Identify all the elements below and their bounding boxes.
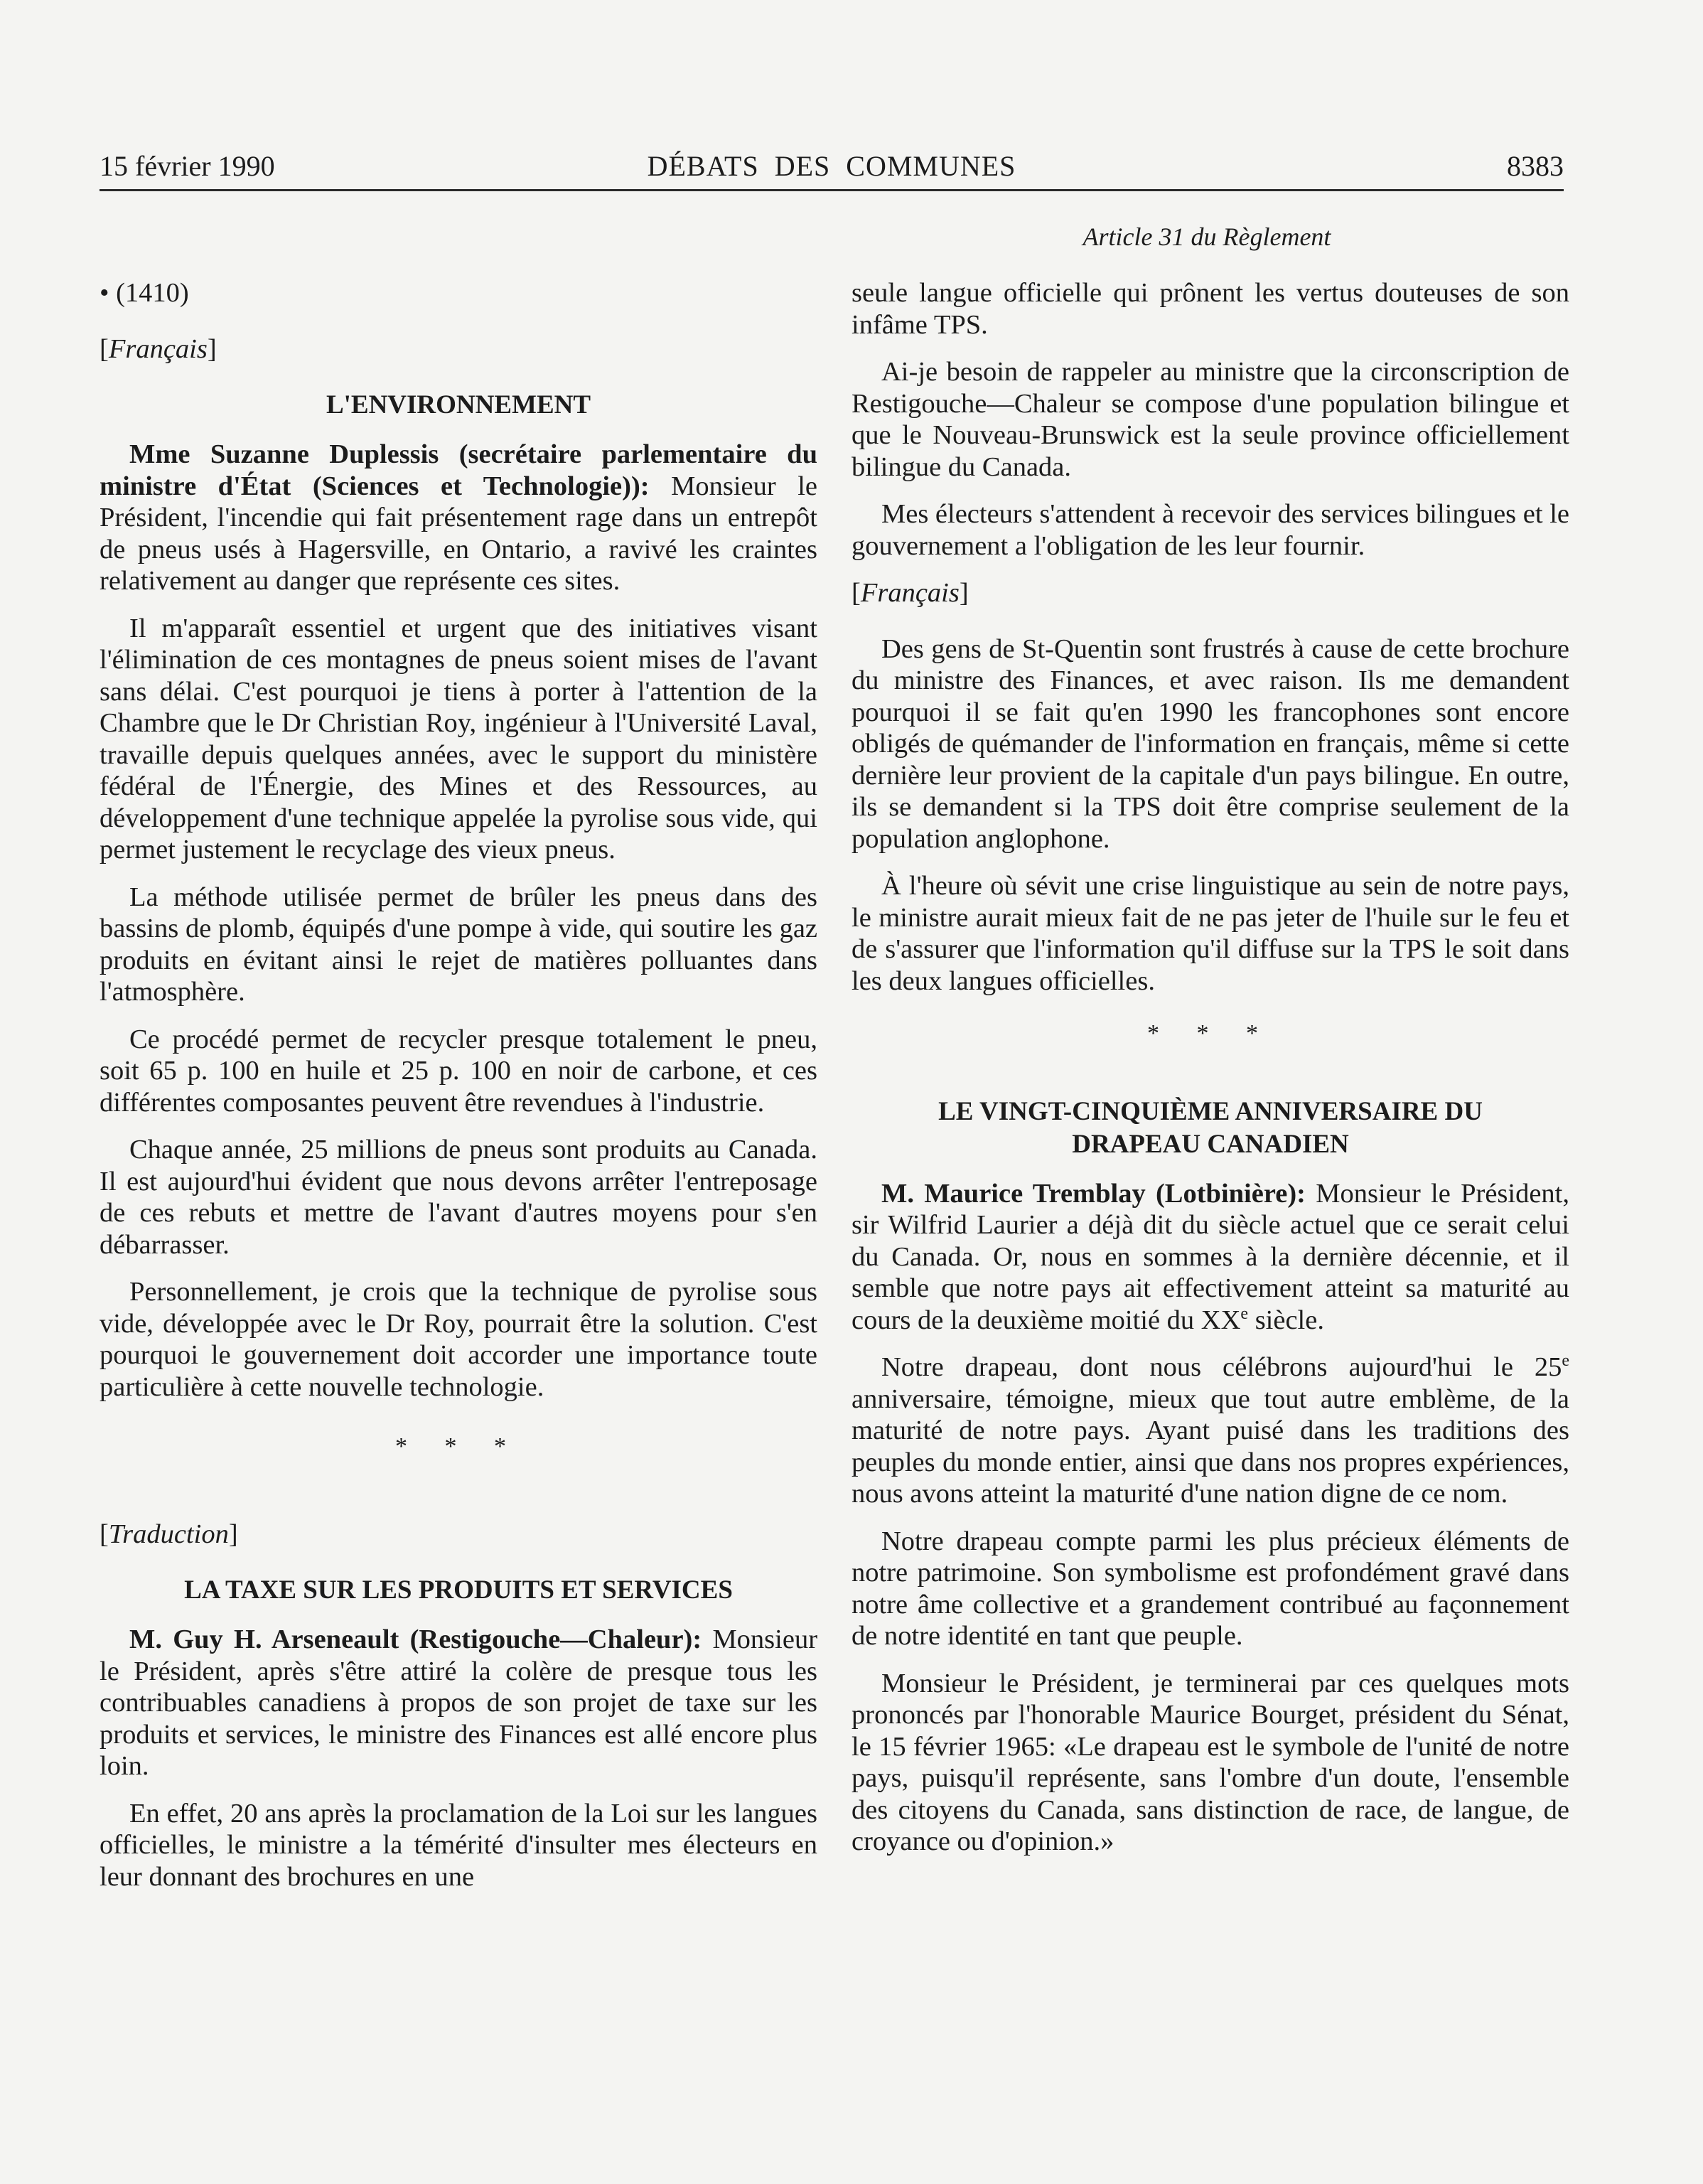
language-label: Français <box>860 578 960 608</box>
speech-text: anniversaire, témoigne, mieux que tout autre emblème, de la maturité de notre pays. Ayant puisé dans les traditions des peuples du monde entier, ainsi que dans nos propres expériences, nous avons atteint la maturité d'une nation digne de ce nom. <box>852 1383 1569 1509</box>
paragraph <box>100 439 817 597</box>
left-column <box>100 277 817 1908</box>
speaker-name: M. Maurice Tremblay (Lotbinière): <box>881 1178 1306 1209</box>
paragraph: Monsieur le Président, je terminerai par ces quelques mots prononcés par l'honorable Maurice Bourget, président du Sénat, le 15 février 1965: «Le drapeau est le symbole de l'unité de notre pays, puisqu'il représente, sans l'ombre d'un doute, l'ensemble des citoyens du Canada, sans distinction de race, de langue, de croyance ou d'opinion.» <box>852 1668 1569 1856</box>
paragraph: Des gens de St-Quentin sont frustrés à cause de cette brochure du ministre des Finances, et avec raison. Ils me demandent pourquoi il se fait qu'en 1990 les francophones sont encore obligés de quémander de l'information en français, même si cette dernière leur provient de la capitale d'un pays bilingue. En outre, ils se demandent si la TPS doit être comprise seulement de la population anglophone. <box>852 633 1569 854</box>
paragraph: Ai-je besoin de rappeler au ministre que la circonscription de Restigouche—Chaleur se compose d'une population bilingue et que le Nouveau-Brunswick est la seule province officiellement bilingue du Canada. <box>852 357 1569 482</box>
paragraph: Personnellement, je crois que la technique de pyrolise sous vide, développée avec le Dr Roy, pourrait être la solution. C'est pourquoi le gouvernement doit accorder une importance toute particulière à cette nouvelle technologie. <box>100 1277 817 1402</box>
paragraph: La méthode utilisée permet de brûler les pneus dans des bassins de plomb, équipés d'une pompe à vide, qui soutire les gaz produits en évitant ainsi le rejet de matières polluantes dans l'atmosphère. <box>100 882 817 1007</box>
page-header <box>100 146 1564 191</box>
section-heading-gst: LA TAXE SUR LES PRODUITS ET SERVICES <box>184 1575 733 1605</box>
paragraph <box>852 1351 1569 1510</box>
century-numeral: XX <box>1200 1305 1241 1335</box>
header-date: 15 février 1990 <box>100 150 275 182</box>
language-marker <box>100 1519 817 1551</box>
paragraph: Ce procédé permet de recycler presque totalement le pneu, soit 65 p. 100 en huile et 25 p. 100 en noir de carbone, et ces différentes composantes peuvent être revendues à l'industrie. <box>100 1024 817 1118</box>
running-head: Article 31 du Règlement <box>1082 223 1331 251</box>
superscript: e <box>1240 1304 1249 1323</box>
paragraph: Notre drapeau compte parmi les plus précieux éléments de notre patrimoine. Son symbolisme est profondément gravé dans notre âme collective et a grandement contribué au façonnement de notre identité en tant que peuple. <box>852 1526 1569 1651</box>
speech-text: Monsieur le Président, sir Wilfrid Laurier a déjà dit du siècle actuel que ce serait celui du Canada. Or, nous en sommes à la dernière décennie, et il semble que notre pays ait effectivement atteint sa maturité au cours de la deuxième moitié du <box>852 1178 1570 1335</box>
speaker-name: M. Guy H. Arseneault (Restigouche—Chaleur): <box>129 1624 702 1654</box>
paragraph <box>100 1624 817 1782</box>
section-heading-flag: LE VINGT-CINQUIÈME ANNIVERSAIRE DU DRAPEAU CANADIEN <box>938 1096 1483 1159</box>
speech-text: Monsieur le Président, l'incendie qui fait présentement rage dans un entrepôt de pneus usés à Hagersville, en Ontario, a ravivé les craintes relativement au danger que représente ces sites. <box>100 471 817 596</box>
page-number: 8383 <box>1507 150 1564 182</box>
header-title: DÉBATS DES COMMUNES <box>647 150 1016 182</box>
section-separator: * * * <box>1147 1020 1274 1046</box>
speaker-name: Mme Suzanne Duplessis (secrétaire parlementaire du ministre d'État (Sciences et Technologie)): <box>100 439 817 501</box>
language-label: Français <box>108 333 208 364</box>
section-separator: * * * <box>395 1433 522 1460</box>
timestamp: • (1410) <box>100 278 189 308</box>
paragraph: À l'heure où sévit une crise linguistique au sein de notre pays, le ministre aurait mieux fait de ne pas jeter de l'huile sur le feu et de s'assurer que l'information qu'il diffuse sur la TPS le soit dans les deux langues officielles. <box>852 871 1569 996</box>
paragraph: Chaque année, 25 millions de pneus sont produits au Canada. Il est aujourd'hui évident que nous devons arrêter l'entreposage de ces rebuts et mettre de l'avant d'autres moyens pour s'en débarrasser. <box>100 1135 817 1260</box>
language-marker <box>100 333 817 365</box>
speech-text-end: siècle. <box>1255 1305 1324 1335</box>
paragraph: En effet, 20 ans après la proclamation de la Loi sur les langues officielles, le ministre a la témérité d'insulter mes électeurs en leur donnant des brochures en une <box>100 1798 817 1892</box>
paragraph: seule langue officielle qui prônent les vertus douteuses de son infâme TPS. <box>852 278 1569 340</box>
superscript: e <box>1562 1351 1569 1371</box>
section-heading-environment: L'ENVIRONNEMENT <box>326 390 591 419</box>
paragraph: Il m'apparaît essentiel et urgent que des initiatives visant l'élimination de ces montagnes de pneus soient mises de l'avant sans délai. C'est pourquoi je tiens à porter à l'attention de la Chambre que le Dr Christian Roy, ingénieur à l'Université Laval, travaille depuis quelques années, avec le support du ministère fédéral de l'Énergie, des Mines et des Ressources, au développement d'une technique appelée la pyrolise sous vide, qui permet justement le recyclage des vieux pneus. <box>100 613 817 864</box>
paragraph <box>852 1178 1569 1337</box>
paragraph: Mes électeurs s'attendent à recevoir des services bilingues et le gouvernement a l'obligation de les leur fournir. <box>852 499 1569 561</box>
speech-text: Notre drapeau, dont nous célébrons aujourd'hui le 25 <box>881 1352 1562 1382</box>
right-column <box>852 277 1569 1873</box>
language-marker <box>852 577 1569 609</box>
language-label: Traduction <box>108 1519 229 1549</box>
speech-text: Monsieur le Président, après s'être attiré la colère de presque tous les contribuables canadiens à propos de son projet de taxe sur les produits et services, le ministre des Finances est allé encore plus loin. <box>100 1624 818 1781</box>
